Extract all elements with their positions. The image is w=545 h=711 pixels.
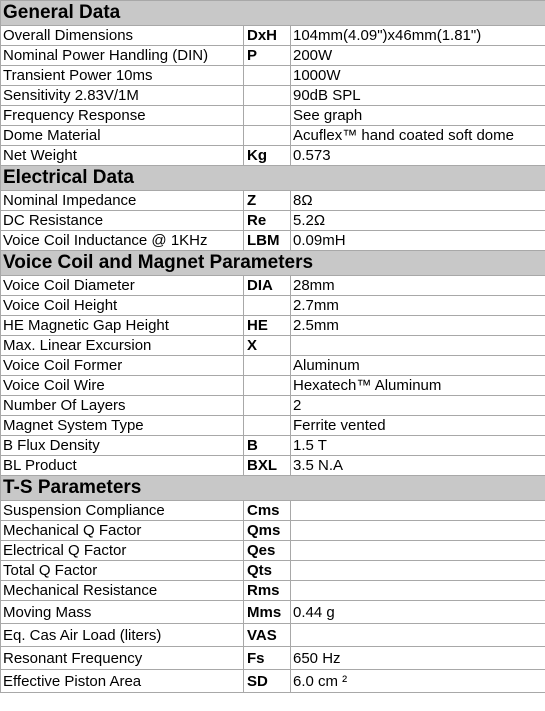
param-value: 90dB SPL bbox=[291, 86, 545, 106]
param-symbol bbox=[244, 296, 291, 316]
param-value: 0.573 bbox=[291, 146, 545, 166]
param-value: 6.0 cm ² bbox=[291, 670, 545, 693]
param-value: See graph bbox=[291, 106, 545, 126]
param-value: 1.5 T bbox=[291, 436, 545, 456]
table-row bbox=[1, 106, 545, 126]
param-value: Ferrite vented bbox=[291, 416, 545, 436]
param-value bbox=[291, 624, 545, 647]
param-value bbox=[291, 581, 545, 601]
table-row bbox=[1, 521, 545, 541]
param-symbol bbox=[244, 396, 291, 416]
table-row bbox=[1, 276, 545, 296]
table-row bbox=[1, 356, 545, 376]
param-label: Net Weight bbox=[1, 146, 244, 166]
param-symbol: VAS bbox=[244, 624, 291, 647]
param-value bbox=[291, 561, 545, 581]
param-value: 2.7mm bbox=[291, 296, 545, 316]
param-symbol: SD bbox=[244, 670, 291, 693]
param-label: Resonant Frequency bbox=[1, 647, 244, 670]
table-row bbox=[1, 647, 545, 670]
param-label: Sensitivity 2.83V/1M bbox=[1, 86, 244, 106]
param-symbol bbox=[244, 66, 291, 86]
param-symbol: Qms bbox=[244, 521, 291, 541]
param-label: Effective Piston Area bbox=[1, 670, 244, 693]
param-symbol: P bbox=[244, 46, 291, 66]
param-symbol bbox=[244, 126, 291, 146]
param-label: HE Magnetic Gap Height bbox=[1, 316, 244, 336]
param-symbol bbox=[244, 376, 291, 396]
section-header bbox=[1, 251, 545, 276]
param-value: 3.5 N.A bbox=[291, 456, 545, 476]
param-label: Mechanical Q Factor bbox=[1, 521, 244, 541]
table-row bbox=[1, 26, 545, 46]
table-row bbox=[1, 436, 545, 456]
param-symbol: Fs bbox=[244, 647, 291, 670]
table-row bbox=[1, 624, 545, 647]
param-symbol: Kg bbox=[244, 146, 291, 166]
param-symbol: Cms bbox=[244, 501, 291, 521]
param-label: Eq. Cas Air Load (liters) bbox=[1, 624, 244, 647]
param-value: 0.09mH bbox=[291, 231, 545, 251]
table-row bbox=[1, 46, 545, 66]
param-symbol: Rms bbox=[244, 581, 291, 601]
param-label: Nominal Power Handling (DIN) bbox=[1, 46, 244, 66]
table-row bbox=[1, 581, 545, 601]
table-row bbox=[1, 191, 545, 211]
param-value: Acuflex™ hand coated soft dome bbox=[291, 126, 545, 146]
param-symbol bbox=[244, 356, 291, 376]
param-label: Voice Coil Height bbox=[1, 296, 244, 316]
table-row bbox=[1, 561, 545, 581]
param-label: Frequency Response bbox=[1, 106, 244, 126]
param-label: Transient Power 10ms bbox=[1, 66, 244, 86]
param-value: 2.5mm bbox=[291, 316, 545, 336]
section-header bbox=[1, 166, 545, 191]
param-value: 200W bbox=[291, 46, 545, 66]
param-value: 104mm(4.09")x46mm(1.81") bbox=[291, 26, 545, 46]
section-title: General Data bbox=[1, 1, 545, 26]
param-symbol: Re bbox=[244, 211, 291, 231]
param-symbol bbox=[244, 416, 291, 436]
param-symbol: Qes bbox=[244, 541, 291, 561]
param-label: Voice Coil Wire bbox=[1, 376, 244, 396]
param-symbol: Mms bbox=[244, 601, 291, 624]
table-row bbox=[1, 296, 545, 316]
table-row bbox=[1, 146, 545, 166]
param-label: Moving Mass bbox=[1, 601, 244, 624]
param-label: Number Of Layers bbox=[1, 396, 244, 416]
param-label: Magnet System Type bbox=[1, 416, 244, 436]
param-label: Dome Material bbox=[1, 126, 244, 146]
param-symbol: B bbox=[244, 436, 291, 456]
param-symbol bbox=[244, 106, 291, 126]
param-label: Overall Dimensions bbox=[1, 26, 244, 46]
param-label: Voice Coil Inductance @ 1KHz bbox=[1, 231, 244, 251]
table-row bbox=[1, 126, 545, 146]
param-value: 0.44 g bbox=[291, 601, 545, 624]
table-row bbox=[1, 336, 545, 356]
param-symbol: X bbox=[244, 336, 291, 356]
table-row bbox=[1, 670, 545, 693]
section-title: Voice Coil and Magnet Parameters bbox=[1, 251, 545, 276]
section-title: Electrical Data bbox=[1, 166, 545, 191]
table-row bbox=[1, 396, 545, 416]
param-value: Hexatech™ Aluminum bbox=[291, 376, 545, 396]
table-row bbox=[1, 86, 545, 106]
param-value bbox=[291, 336, 545, 356]
param-label: Voice Coil Former bbox=[1, 356, 244, 376]
param-symbol: BXL bbox=[244, 456, 291, 476]
table-row bbox=[1, 416, 545, 436]
param-symbol bbox=[244, 86, 291, 106]
table-row bbox=[1, 66, 545, 86]
param-symbol: DxH bbox=[244, 26, 291, 46]
param-value bbox=[291, 541, 545, 561]
param-value bbox=[291, 501, 545, 521]
section-header bbox=[1, 1, 545, 26]
param-label: Mechanical Resistance bbox=[1, 581, 244, 601]
table-row bbox=[1, 541, 545, 561]
param-value: 650 Hz bbox=[291, 647, 545, 670]
param-value: 1000W bbox=[291, 66, 545, 86]
section-header bbox=[1, 476, 545, 501]
section-title: T-S Parameters bbox=[1, 476, 545, 501]
param-value bbox=[291, 521, 545, 541]
param-label: Electrical Q Factor bbox=[1, 541, 244, 561]
table-row bbox=[1, 456, 545, 476]
param-symbol: Z bbox=[244, 191, 291, 211]
param-label: DC Resistance bbox=[1, 211, 244, 231]
param-label: Voice Coil Diameter bbox=[1, 276, 244, 296]
param-value: Aluminum bbox=[291, 356, 545, 376]
table-row bbox=[1, 601, 545, 624]
param-symbol: LBM bbox=[244, 231, 291, 251]
param-label: B Flux Density bbox=[1, 436, 244, 456]
param-symbol: Qts bbox=[244, 561, 291, 581]
table-row bbox=[1, 316, 545, 336]
param-label: Total Q Factor bbox=[1, 561, 244, 581]
table-row bbox=[1, 231, 545, 251]
param-value: 2 bbox=[291, 396, 545, 416]
param-label: Suspension Compliance bbox=[1, 501, 244, 521]
table-row bbox=[1, 376, 545, 396]
param-label: Nominal Impedance bbox=[1, 191, 244, 211]
param-value: 28mm bbox=[291, 276, 545, 296]
param-label: BL Product bbox=[1, 456, 244, 476]
param-symbol: DIA bbox=[244, 276, 291, 296]
param-symbol: HE bbox=[244, 316, 291, 336]
param-value: 8Ω bbox=[291, 191, 545, 211]
param-label: Max. Linear Excursion bbox=[1, 336, 244, 356]
table-row bbox=[1, 501, 545, 521]
table-row bbox=[1, 211, 545, 231]
param-value: 5.2Ω bbox=[291, 211, 545, 231]
